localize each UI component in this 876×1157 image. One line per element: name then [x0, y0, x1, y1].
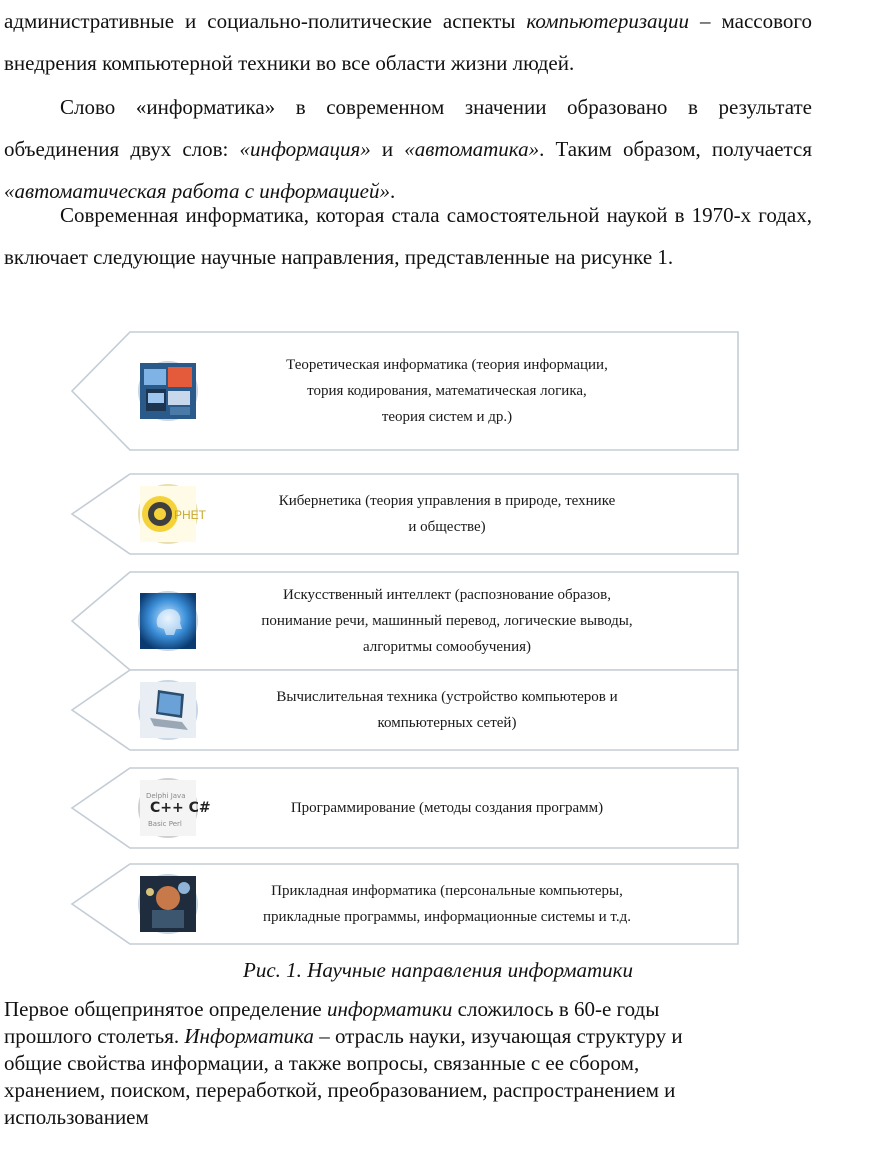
p4-l2-text-a: прошлого столетья.: [4, 1024, 185, 1048]
p4-l1-text-a: Первое общепринятое определение: [4, 997, 327, 1021]
figure-item-text: [208, 352, 686, 430]
figure-item-line: понимание речи, машинный перевод, логические выводы,: [261, 613, 633, 629]
p1-text-c: – массового внедрения компьютерной техники во все области жизни людей.: [4, 9, 812, 75]
paragraph-3: Современная информатика, которая стала самостоятельной наукой в 1970-х годах, включает следующие научные направления, представленные на рисунке 1.: [4, 203, 812, 269]
figure-item-text: [208, 795, 686, 821]
p2-term-auto-work: «автоматическая работа с информацией»: [4, 179, 390, 203]
figure-item-computing: [70, 668, 746, 752]
figure-item-programming: [70, 766, 746, 850]
figure-item-applied: [70, 862, 746, 946]
cybernetics-logo-text: РНЕТ: [174, 508, 207, 522]
p2-text-a: Слово «информатика» в современном значении образовано в результате объединения двух слов:: [4, 95, 812, 161]
paragraph-4: [4, 996, 794, 1131]
figure-item-line: Теоретическая информатика (теория информации,: [286, 357, 608, 373]
figure-item-line: алгоритмы сомообучения): [362, 639, 532, 655]
programming-languages-icon: [138, 778, 211, 838]
paragraph-1: [4, 0, 812, 84]
cybernetics-logo-icon: [138, 484, 207, 544]
figure-item-line: теория систем и др.): [381, 409, 513, 425]
p4-line-4: хранением, поиском, переработкой, преобразованием, распространением и: [4, 1078, 676, 1102]
p2-text-c: и: [370, 137, 405, 161]
p4-line-5: использованием: [4, 1105, 149, 1129]
p4-line-1: [4, 996, 794, 1023]
figure-item-text: [208, 582, 686, 660]
p2-text-g: .: [390, 179, 396, 203]
p1-text-a: административные и социально-политические аспекты: [4, 9, 527, 33]
figure-item-text: [208, 878, 686, 930]
figure-item-cybernetics: [70, 472, 746, 556]
applied-computing-icon: [138, 874, 198, 934]
ai-brain-icon: [138, 591, 198, 651]
figure-item-ai: [70, 570, 746, 672]
figure-item-line: прикладные программы, информационные системы и т.д.: [263, 909, 631, 925]
figure-item-line: Прикладная информатика (персональные компьютеры,: [271, 883, 623, 899]
svg-text:Delphi Java: Delphi Java: [146, 792, 186, 800]
figure-item-line: компьютерных сетей): [377, 715, 517, 731]
p4-l1-term: информатики: [327, 997, 453, 1021]
figure-item-line: и обществе): [408, 519, 486, 535]
p4-l2-text-c: – отрасль науки, изучающая структуру и: [313, 1024, 683, 1048]
programming-logo-text: C++ C#: [150, 800, 211, 816]
figure-item-text: [208, 684, 686, 736]
p2-text-e: . Таким образом, получается: [539, 137, 812, 161]
p2-term-information: «информация»: [239, 137, 371, 161]
figure-caption: Рис. 1. Научные направления информатики: [243, 958, 633, 982]
p4-line-2: [4, 1023, 794, 1050]
p4-l1-text-c: сложилось в 60-е годы: [452, 997, 660, 1021]
computer-collage-icon: [138, 361, 198, 421]
p4-l2-term: Информатика: [184, 1024, 314, 1048]
figure-directions: [70, 330, 746, 946]
figure-item-line: Искусственный интеллект (распознование образов,: [282, 587, 612, 603]
figure-item-line: Программирование (методы создания программ): [290, 800, 604, 816]
p4-line-3: общие свойства информации, а также вопросы, связанные с ее сбором,: [4, 1051, 640, 1075]
figure-item-line: Кибернетика (теория управления в природе, технике: [278, 493, 616, 509]
figure-item-theoretical: [70, 330, 746, 452]
p1-term-computerization: компьютеризации: [526, 9, 690, 33]
laptop-icon: [138, 680, 198, 740]
figure-item-text: [208, 488, 686, 540]
p2-term-automation: «автоматика»: [404, 137, 540, 161]
svg-text:Basic Perl: Basic Perl: [148, 820, 182, 828]
figure-item-line: Вычислительная техника (устройство компьютеров и: [276, 689, 618, 705]
figure-item-line: тория кодирования, математическая логика,: [307, 383, 587, 399]
